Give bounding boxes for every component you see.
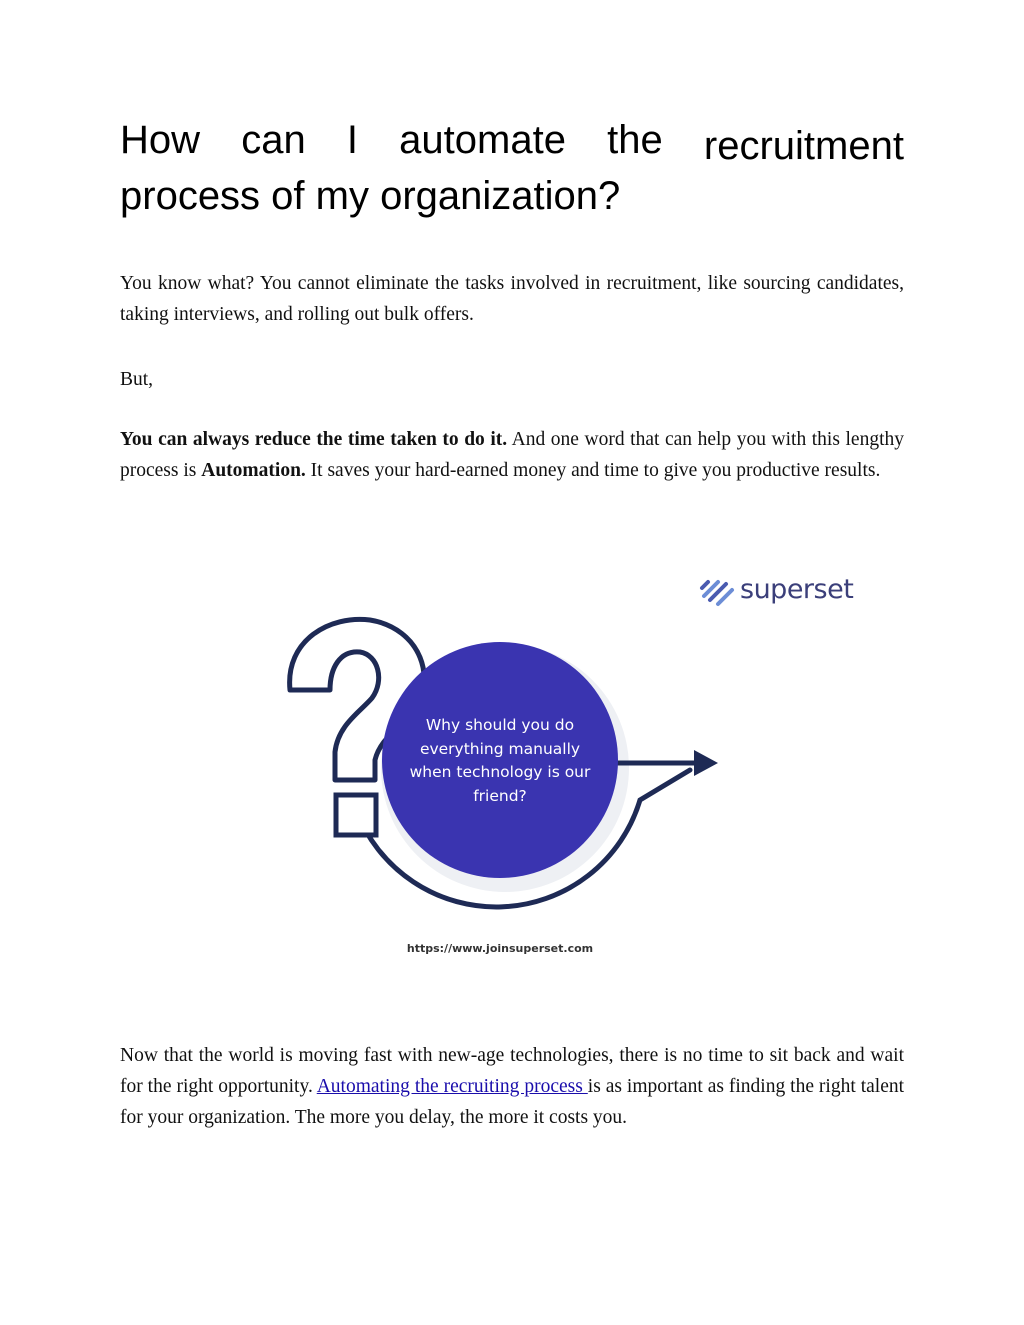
title-line-2: process of my organization? — [120, 174, 621, 218]
automation-bold-word: Automation. — [201, 460, 306, 481]
logo-text: superset — [740, 574, 854, 605]
title-word: can — [241, 118, 306, 162]
paragraph-text: It saves your hard-earned money and time to give you productive results. — [305, 460, 881, 481]
automating-recruiting-link[interactable]: Automating the recruiting process — [316, 1076, 588, 1097]
paragraph-text: is as important as finding the right talent for your organization. The more you delay, the more it costs you. — [120, 1076, 905, 1128]
closing-paragraph — [120, 1040, 904, 1133]
superset-logo — [734, 574, 853, 605]
page-title — [120, 112, 904, 224]
title-word: recruitment — [703, 124, 904, 168]
paragraph-text: And one word that can help you with this lengthy process is — [120, 429, 904, 481]
figure-url: https://www.joinsuperset.com — [406, 942, 594, 955]
question-dot-icon — [336, 795, 376, 835]
title-line-1 — [120, 112, 904, 168]
bubble-text: Why should you do everything manually when technology is our friend? — [409, 716, 591, 805]
title-word: How — [120, 118, 201, 162]
title-word: I — [346, 118, 358, 162]
title-word: the — [607, 118, 663, 162]
arrow-head-icon — [694, 750, 718, 776]
superset-logo-icon — [702, 582, 732, 604]
bold-lead-text: You can always reduce the time taken to do it. — [120, 429, 508, 450]
title-word: automate — [399, 118, 566, 162]
intro-paragraph: You know what? You cannot eliminate the tasks involved in recruitment, like sourcing candidates, taking interviews, and rolling out bulk offers. — [120, 273, 904, 325]
but-paragraph: But, — [120, 369, 154, 390]
paragraph-text: Now that the world is moving fast with new-age technologies, there is no time to sit back and wait for the right opportunity. — [120, 1045, 904, 1097]
automation-paragraph — [120, 424, 904, 486]
